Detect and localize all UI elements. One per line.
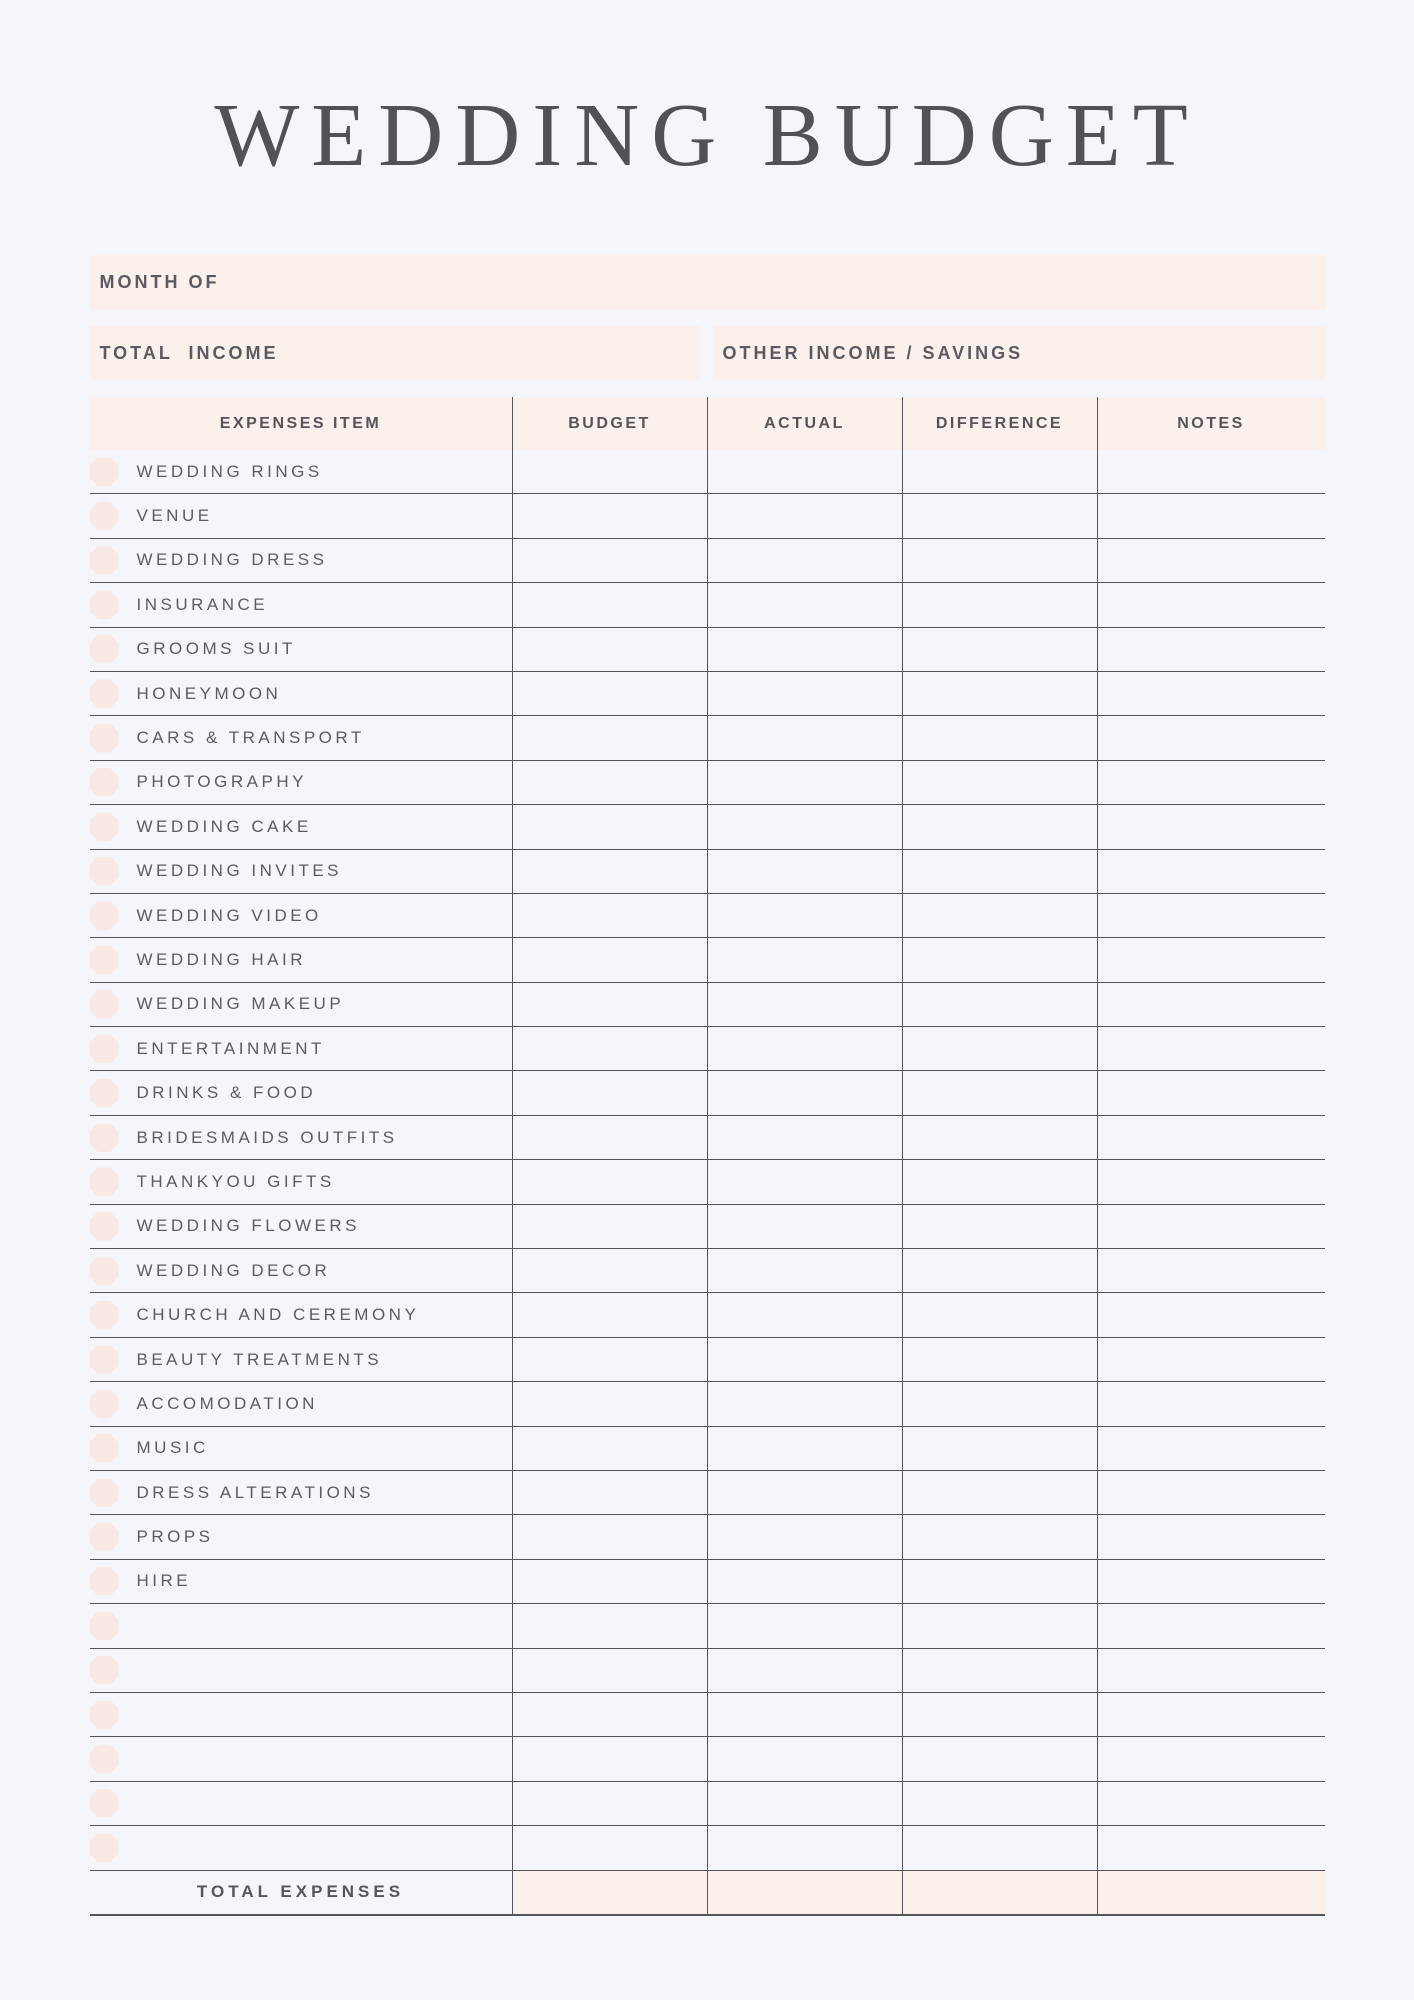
empty-expense-row bbox=[90, 1826, 1325, 1870]
budget-cell[interactable] bbox=[512, 1693, 707, 1736]
difference-cell[interactable] bbox=[902, 628, 1097, 671]
budget-cell[interactable] bbox=[512, 539, 707, 582]
expense-item-label: MUSIC bbox=[136, 1438, 209, 1458]
actual-cell[interactable] bbox=[707, 761, 902, 804]
expense-item-label: WEDDING INVITES bbox=[136, 861, 343, 881]
expense-item-cell bbox=[90, 1205, 512, 1248]
bullet-dot-icon bbox=[90, 1434, 119, 1463]
difference-cell[interactable] bbox=[902, 1382, 1097, 1425]
budget-cell[interactable] bbox=[512, 672, 707, 715]
bullet-dot-icon bbox=[90, 1833, 119, 1862]
wedding-budget-page bbox=[90, 0, 1325, 1916]
expense-item-label: WEDDING DECOR bbox=[136, 1260, 331, 1280]
difference-cell[interactable] bbox=[902, 938, 1097, 981]
budget-cell[interactable] bbox=[512, 1649, 707, 1692]
income-section bbox=[90, 326, 1325, 380]
expense-row bbox=[90, 1160, 1325, 1204]
expense-item-label: BEAUTY TREATMENTS bbox=[136, 1349, 383, 1369]
budget-cell[interactable] bbox=[512, 1071, 707, 1114]
expense-row bbox=[90, 1515, 1325, 1559]
difference-cell[interactable] bbox=[902, 894, 1097, 937]
bullet-dot-icon bbox=[90, 457, 119, 486]
table-body bbox=[90, 450, 1325, 1871]
difference-cell[interactable] bbox=[902, 1826, 1097, 1869]
expense-item-cell bbox=[90, 1471, 512, 1514]
notes-cell[interactable] bbox=[1097, 672, 1325, 715]
actual-cell[interactable] bbox=[707, 1382, 902, 1425]
empty-expense-row bbox=[90, 1693, 1325, 1737]
expense-row bbox=[90, 494, 1325, 538]
difference-cell[interactable] bbox=[902, 1249, 1097, 1292]
actual-cell[interactable] bbox=[707, 1160, 902, 1203]
expense-row bbox=[90, 938, 1325, 982]
expense-row bbox=[90, 983, 1325, 1027]
notes-cell[interactable] bbox=[1097, 1471, 1325, 1514]
expense-item-cell bbox=[90, 1782, 512, 1825]
notes-cell[interactable] bbox=[1097, 1027, 1325, 1070]
actual-cell[interactable] bbox=[707, 1560, 902, 1603]
notes-cell[interactable] bbox=[1097, 1649, 1325, 1692]
expense-row bbox=[90, 1249, 1325, 1293]
expense-row bbox=[90, 1205, 1325, 1249]
expense-item-label: GROOMS SUIT bbox=[136, 639, 296, 659]
expense-item-label: WEDDING VIDEO bbox=[136, 905, 322, 925]
expense-row bbox=[90, 1338, 1325, 1382]
total-expenses-row bbox=[90, 1871, 1325, 1916]
bullet-dot-icon bbox=[90, 1478, 119, 1507]
expense-row bbox=[90, 450, 1325, 494]
notes-cell[interactable] bbox=[1097, 983, 1325, 1026]
empty-expense-row bbox=[90, 1649, 1325, 1693]
actual-cell[interactable] bbox=[707, 716, 902, 759]
budget-cell[interactable] bbox=[512, 1604, 707, 1647]
expense-row bbox=[90, 850, 1325, 894]
budget-cell[interactable] bbox=[512, 850, 707, 893]
expense-item-label: DRESS ALTERATIONS bbox=[136, 1482, 374, 1502]
difference-cell[interactable] bbox=[902, 761, 1097, 804]
expense-item-cell bbox=[90, 716, 512, 759]
bullet-dot-icon bbox=[90, 546, 119, 575]
difference-cell[interactable] bbox=[902, 1649, 1097, 1692]
actual-cell[interactable] bbox=[707, 1205, 902, 1248]
expense-item-cell bbox=[90, 583, 512, 626]
expense-item-cell bbox=[90, 1826, 512, 1869]
total-expenses-label-cell bbox=[90, 1871, 512, 1914]
expense-item-label: WEDDING HAIR bbox=[136, 949, 306, 969]
expense-item-cell bbox=[90, 1382, 512, 1425]
expense-row bbox=[90, 894, 1325, 938]
total-expenses-label: TOTAL EXPENSES bbox=[196, 1882, 405, 1901]
expense-item-cell bbox=[90, 539, 512, 582]
expense-item-cell bbox=[90, 761, 512, 804]
empty-expense-row bbox=[90, 1604, 1325, 1648]
bullet-dot-icon bbox=[90, 679, 119, 708]
empty-expense-row bbox=[90, 1782, 1325, 1826]
bullet-dot-icon bbox=[90, 635, 119, 664]
expense-row bbox=[90, 1560, 1325, 1604]
notes-cell[interactable] bbox=[1097, 1249, 1325, 1292]
bullet-dot-icon bbox=[90, 1656, 119, 1685]
header-expenses-item: EXPENSES ITEM bbox=[219, 414, 382, 432]
bullet-dot-icon bbox=[90, 857, 119, 886]
difference-cell[interactable] bbox=[902, 1515, 1097, 1558]
actual-cell[interactable] bbox=[707, 1027, 902, 1070]
budget-cell[interactable] bbox=[512, 1427, 707, 1470]
bullet-dot-icon bbox=[90, 1523, 119, 1552]
difference-cell[interactable] bbox=[902, 716, 1097, 759]
expense-item-label: WEDDING MAKEUP bbox=[136, 994, 345, 1014]
budget-cell[interactable] bbox=[512, 1826, 707, 1869]
expense-item-cell bbox=[90, 1293, 512, 1336]
notes-cell[interactable] bbox=[1097, 583, 1325, 626]
actual-cell[interactable] bbox=[707, 1649, 902, 1692]
difference-cell[interactable] bbox=[902, 1338, 1097, 1381]
expense-item-cell bbox=[90, 894, 512, 937]
actual-cell[interactable] bbox=[707, 938, 902, 981]
expense-item-label: HIRE bbox=[136, 1571, 192, 1591]
bullet-dot-icon bbox=[90, 724, 119, 753]
expense-item-cell bbox=[90, 1737, 512, 1780]
total-income-label: TOTAL INCOME bbox=[99, 342, 279, 363]
budget-cell[interactable] bbox=[512, 1382, 707, 1425]
actual-cell[interactable] bbox=[707, 1116, 902, 1159]
difference-cell[interactable] bbox=[902, 1560, 1097, 1603]
month-of-field[interactable] bbox=[90, 255, 1325, 310]
expense-item-cell bbox=[90, 850, 512, 893]
expense-row bbox=[90, 805, 1325, 849]
actual-cell[interactable] bbox=[707, 1515, 902, 1558]
expense-row bbox=[90, 539, 1325, 583]
difference-cell[interactable] bbox=[902, 1293, 1097, 1336]
difference-cell[interactable] bbox=[902, 583, 1097, 626]
budget-cell[interactable] bbox=[512, 1338, 707, 1381]
expense-item-label: CARS & TRANSPORT bbox=[136, 728, 365, 748]
difference-cell[interactable] bbox=[902, 1427, 1097, 1470]
expense-row bbox=[90, 628, 1325, 672]
difference-cell[interactable] bbox=[902, 1693, 1097, 1736]
bullet-dot-icon bbox=[90, 1567, 119, 1596]
actual-cell[interactable] bbox=[707, 805, 902, 848]
notes-cell[interactable] bbox=[1097, 805, 1325, 848]
expenses-table bbox=[90, 397, 1325, 1916]
expense-item-cell bbox=[90, 1427, 512, 1470]
expense-item-cell bbox=[90, 1560, 512, 1603]
actual-cell[interactable] bbox=[707, 1338, 902, 1381]
actual-cell[interactable] bbox=[707, 894, 902, 937]
expense-item-label: ENTERTAINMENT bbox=[136, 1038, 325, 1058]
notes-cell[interactable] bbox=[1097, 494, 1325, 537]
expense-row bbox=[90, 716, 1325, 760]
bullet-dot-icon bbox=[90, 1301, 119, 1330]
expense-item-label: WEDDING DRESS bbox=[136, 550, 328, 570]
difference-cell[interactable] bbox=[902, 1160, 1097, 1203]
difference-cell[interactable] bbox=[902, 672, 1097, 715]
header-difference: DIFFERENCE bbox=[902, 397, 1097, 450]
difference-cell[interactable] bbox=[902, 539, 1097, 582]
total-notes-cell[interactable] bbox=[1097, 1871, 1325, 1914]
bullet-dot-icon bbox=[90, 1611, 119, 1640]
page-title: WEDDING BUDGET bbox=[214, 86, 1200, 185]
expense-item-label: INSURANCE bbox=[136, 594, 269, 614]
bullet-dot-icon bbox=[90, 812, 119, 841]
actual-cell[interactable] bbox=[707, 850, 902, 893]
actual-cell[interactable] bbox=[707, 1737, 902, 1780]
bullet-dot-icon bbox=[90, 1167, 119, 1196]
budget-cell[interactable] bbox=[512, 1560, 707, 1603]
expense-item-label: BRIDESMAIDS OUTFITS bbox=[136, 1127, 398, 1147]
expense-item-label: ACCOMODATION bbox=[136, 1393, 318, 1413]
expense-item-cell bbox=[90, 672, 512, 715]
expense-item-label: PROPS bbox=[136, 1527, 214, 1547]
budget-cell[interactable] bbox=[512, 494, 707, 537]
notes-cell[interactable] bbox=[1097, 1293, 1325, 1336]
budget-cell[interactable] bbox=[512, 983, 707, 1026]
actual-cell[interactable] bbox=[707, 1604, 902, 1647]
notes-cell[interactable] bbox=[1097, 628, 1325, 671]
actual-cell[interactable] bbox=[707, 1693, 902, 1736]
difference-cell[interactable] bbox=[902, 450, 1097, 493]
expense-item-cell bbox=[90, 450, 512, 493]
actual-cell[interactable] bbox=[707, 1471, 902, 1514]
notes-cell[interactable] bbox=[1097, 1116, 1325, 1159]
month-of-label: MONTH OF bbox=[99, 272, 220, 292]
bullet-dot-icon bbox=[90, 768, 119, 797]
actual-cell[interactable] bbox=[707, 539, 902, 582]
table-header-row bbox=[90, 397, 1325, 450]
expense-item-cell bbox=[90, 1249, 512, 1292]
expense-row bbox=[90, 1471, 1325, 1515]
notes-cell[interactable] bbox=[1097, 1782, 1325, 1825]
budget-cell[interactable] bbox=[512, 1293, 707, 1336]
notes-cell[interactable] bbox=[1097, 894, 1325, 937]
actual-cell[interactable] bbox=[707, 1427, 902, 1470]
actual-cell[interactable] bbox=[707, 1071, 902, 1114]
other-income-savings-field[interactable] bbox=[713, 326, 1325, 380]
difference-cell[interactable] bbox=[902, 850, 1097, 893]
bullet-dot-icon bbox=[90, 1700, 119, 1729]
bullet-dot-icon bbox=[90, 901, 119, 930]
expense-item-label: VENUE bbox=[136, 506, 213, 526]
expense-row bbox=[90, 1382, 1325, 1426]
header-notes: NOTES bbox=[1097, 397, 1325, 450]
total-actual-cell[interactable] bbox=[707, 1871, 902, 1914]
budget-cell[interactable] bbox=[512, 938, 707, 981]
difference-cell[interactable] bbox=[902, 1071, 1097, 1114]
expense-item-label: CHURCH AND CEREMONY bbox=[136, 1305, 420, 1325]
total-difference-cell[interactable] bbox=[902, 1871, 1097, 1914]
actual-cell[interactable] bbox=[707, 494, 902, 537]
bullet-dot-icon bbox=[90, 1212, 119, 1241]
budget-cell[interactable] bbox=[512, 1249, 707, 1292]
actual-cell[interactable] bbox=[707, 1782, 902, 1825]
header-actual: ACTUAL bbox=[707, 397, 902, 450]
bullet-dot-icon bbox=[90, 1389, 119, 1418]
difference-cell[interactable] bbox=[902, 1471, 1097, 1514]
expense-item-cell bbox=[90, 1116, 512, 1159]
budget-cell[interactable] bbox=[512, 1471, 707, 1514]
actual-cell[interactable] bbox=[707, 1826, 902, 1869]
budget-cell[interactable] bbox=[512, 1027, 707, 1070]
actual-cell[interactable] bbox=[707, 450, 902, 493]
budget-cell[interactable] bbox=[512, 805, 707, 848]
notes-cell[interactable] bbox=[1097, 450, 1325, 493]
expense-item-cell bbox=[90, 1338, 512, 1381]
bullet-dot-icon bbox=[90, 1745, 119, 1774]
total-income-field[interactable] bbox=[90, 326, 700, 380]
budget-cell[interactable] bbox=[512, 583, 707, 626]
notes-cell[interactable] bbox=[1097, 1604, 1325, 1647]
budget-cell[interactable] bbox=[512, 1782, 707, 1825]
bullet-dot-icon bbox=[90, 1123, 119, 1152]
total-budget-cell[interactable] bbox=[512, 1871, 707, 1914]
difference-cell[interactable] bbox=[902, 1782, 1097, 1825]
notes-cell[interactable] bbox=[1097, 938, 1325, 981]
difference-cell[interactable] bbox=[902, 1027, 1097, 1070]
expense-item-cell bbox=[90, 1160, 512, 1203]
budget-cell[interactable] bbox=[512, 894, 707, 937]
other-income-savings-label: OTHER INCOME / SAVINGS bbox=[722, 342, 1024, 363]
expense-item-label: PHOTOGRAPHY bbox=[136, 772, 307, 792]
expense-row bbox=[90, 1116, 1325, 1160]
expense-row bbox=[90, 672, 1325, 716]
expense-item-cell bbox=[90, 494, 512, 537]
difference-cell[interactable] bbox=[902, 494, 1097, 537]
notes-cell[interactable] bbox=[1097, 1382, 1325, 1425]
notes-cell[interactable] bbox=[1097, 1427, 1325, 1470]
notes-cell[interactable] bbox=[1097, 1826, 1325, 1869]
notes-cell[interactable] bbox=[1097, 1515, 1325, 1558]
budget-cell[interactable] bbox=[512, 1160, 707, 1203]
budget-cell[interactable] bbox=[512, 1205, 707, 1248]
notes-cell[interactable] bbox=[1097, 1205, 1325, 1248]
expense-item-cell bbox=[90, 1071, 512, 1114]
budget-cell[interactable] bbox=[512, 761, 707, 804]
difference-cell[interactable] bbox=[902, 1116, 1097, 1159]
bullet-dot-icon bbox=[90, 502, 119, 531]
header-budget: BUDGET bbox=[512, 397, 707, 450]
bullet-dot-icon bbox=[90, 990, 119, 1019]
notes-cell[interactable] bbox=[1097, 850, 1325, 893]
expense-item-label: DRINKS & FOOD bbox=[136, 1083, 317, 1103]
expense-item-cell bbox=[90, 628, 512, 671]
actual-cell[interactable] bbox=[707, 1293, 902, 1336]
expense-item-label: WEDDING FLOWERS bbox=[136, 1216, 360, 1236]
expense-item-cell bbox=[90, 1515, 512, 1558]
actual-cell[interactable] bbox=[707, 583, 902, 626]
bullet-dot-icon bbox=[90, 1789, 119, 1818]
notes-cell[interactable] bbox=[1097, 716, 1325, 759]
notes-cell[interactable] bbox=[1097, 1693, 1325, 1736]
actual-cell[interactable] bbox=[707, 628, 902, 671]
expense-item-cell bbox=[90, 805, 512, 848]
difference-cell[interactable] bbox=[902, 1205, 1097, 1248]
notes-cell[interactable] bbox=[1097, 1338, 1325, 1381]
budget-cell[interactable] bbox=[512, 1116, 707, 1159]
actual-cell[interactable] bbox=[707, 983, 902, 1026]
expense-item-cell bbox=[90, 1027, 512, 1070]
expense-row bbox=[90, 1071, 1325, 1115]
budget-cell[interactable] bbox=[512, 628, 707, 671]
notes-cell[interactable] bbox=[1097, 1160, 1325, 1203]
bullet-dot-icon bbox=[90, 1034, 119, 1063]
expense-item-cell bbox=[90, 1693, 512, 1736]
actual-cell[interactable] bbox=[707, 1249, 902, 1292]
actual-cell[interactable] bbox=[707, 672, 902, 715]
budget-cell[interactable] bbox=[512, 716, 707, 759]
notes-cell[interactable] bbox=[1097, 1071, 1325, 1114]
difference-cell[interactable] bbox=[902, 805, 1097, 848]
expense-item-label: WEDDING RINGS bbox=[136, 461, 323, 481]
difference-cell[interactable] bbox=[902, 983, 1097, 1026]
notes-cell[interactable] bbox=[1097, 1737, 1325, 1780]
expense-item-label: THANKYOU GIFTS bbox=[136, 1171, 335, 1191]
expense-row bbox=[90, 1427, 1325, 1471]
difference-cell[interactable] bbox=[902, 1737, 1097, 1780]
expense-item-label: WEDDING CAKE bbox=[136, 816, 312, 836]
bullet-dot-icon bbox=[90, 945, 119, 974]
expense-item-cell bbox=[90, 1604, 512, 1647]
expense-item-cell bbox=[90, 983, 512, 1026]
expense-row bbox=[90, 1293, 1325, 1337]
budget-cell[interactable] bbox=[512, 1737, 707, 1780]
notes-cell[interactable] bbox=[1097, 539, 1325, 582]
budget-cell[interactable] bbox=[512, 450, 707, 493]
bullet-dot-icon bbox=[90, 1079, 119, 1108]
bullet-dot-icon bbox=[90, 1256, 119, 1285]
notes-cell[interactable] bbox=[1097, 1560, 1325, 1603]
bullet-dot-icon bbox=[90, 590, 119, 619]
expense-row bbox=[90, 583, 1325, 627]
expense-item-label: HONEYMOON bbox=[136, 683, 282, 703]
expense-row bbox=[90, 761, 1325, 805]
empty-expense-row bbox=[90, 1737, 1325, 1781]
expense-item-cell bbox=[90, 1649, 512, 1692]
notes-cell[interactable] bbox=[1097, 761, 1325, 804]
bullet-dot-icon bbox=[90, 1345, 119, 1374]
expense-item-cell bbox=[90, 938, 512, 981]
expense-row bbox=[90, 1027, 1325, 1071]
budget-cell[interactable] bbox=[512, 1515, 707, 1558]
difference-cell[interactable] bbox=[902, 1604, 1097, 1647]
